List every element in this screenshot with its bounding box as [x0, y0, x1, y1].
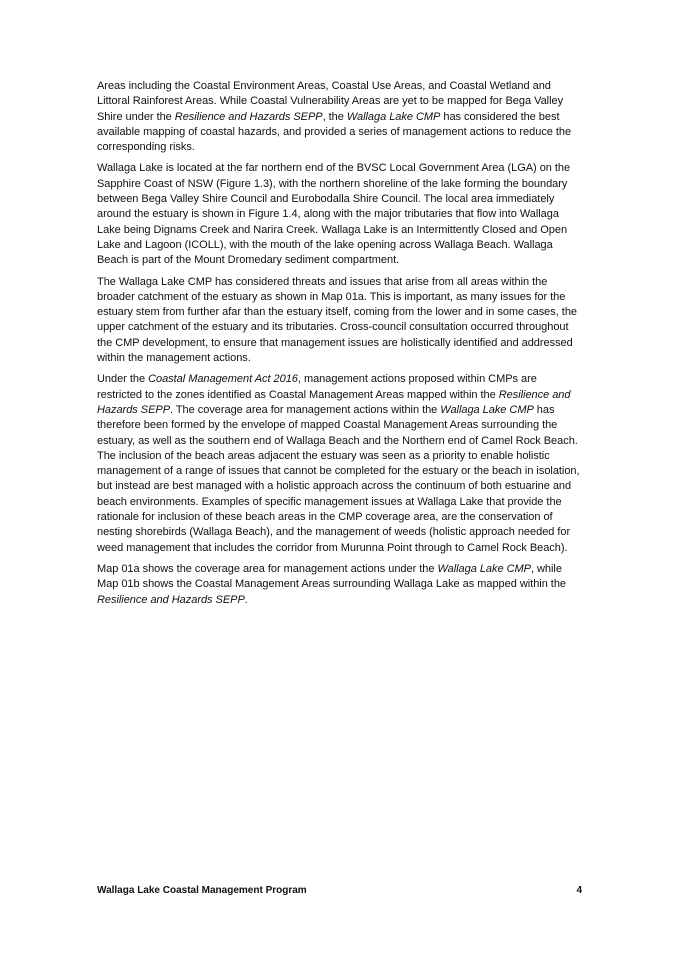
text-run: , management actions proposed within CMPs are restricted to the zones identified as Coastal Management Areas mapped within the [97, 373, 537, 401]
paragraph [97, 161, 582, 268]
text-run: . [244, 593, 248, 606]
text-run: . The coverage area for management actions within the [170, 403, 441, 416]
text-run: The Wallaga Lake CMP has considered threats and issues that arise from all areas within the broader catchment of the estuary as shown in Map 01a. This is important, as many issues for the estuary stem from further afar than the estuary itself, coming from the lower and in some cases, the upper catchment of the estuary and its tributaries. Cross-council consultation occurred throughout the CMP development, to ensure that management issues are holistically identified and addressed within the management actions. [97, 275, 577, 365]
paragraph [97, 372, 582, 556]
text-run-italic: Wallaga Lake CMP [440, 403, 534, 416]
paragraph [97, 562, 582, 608]
paragraph [97, 275, 582, 367]
text-run: has considered the best available mapping of coastal hazards, and provided a series of management actions to reduce the corresponding risks. [97, 110, 572, 154]
page-footer [97, 885, 582, 896]
text-run-italic: Wallaga Lake CMP [437, 562, 531, 575]
text-run: , the [322, 110, 347, 123]
text-run-italic: Wallaga Lake CMP [346, 110, 441, 123]
footer-title: Wallaga Lake Coastal Management Program [97, 885, 307, 896]
text-run-italic: Coastal Management Act 2016 [148, 373, 298, 386]
text-run: Under the [97, 373, 149, 386]
text-run: Wallaga Lake is located at the far northern end of the BVSC Local Government Area (LGA) on the Sapphire Coast of NSW (Figure 1.3), with the northern shoreline of the lake forming the boundary between Bega Valley Shire Council and Eurobodalla Shire Council. The local area immediately around the estuary is shown in Figure 1.4, along with the major tributaries that flow into Wallaga Lake being Dignams Creek and Narira Creek. Wallaga Lake is an Intermittently Closed and Open Lake and Lagoon (ICOLL), with the mouth of the lake opening across Wallaga Beach. Wallaga Beach is part of the Mount Dromedary sediment compartment. [97, 162, 571, 267]
text-run-italic: Resilience and Hazards SEPP [97, 593, 245, 606]
text-run-italic: Resilience and Hazards SEPP [174, 110, 323, 123]
text-run: , while Map 01b shows the Coastal Management Areas surrounding Wallaga Lake as mapped within the [97, 562, 567, 591]
paragraph [97, 79, 582, 155]
body-text [97, 79, 582, 614]
text-run: Map 01a shows the coverage area for management actions under the [97, 562, 438, 575]
text-run-italic: Resilience and Hazards SEPP [97, 388, 571, 416]
text-run: Areas including the Coastal Environment Areas, Coastal Use Areas, and Coastal Wetland and Littoral Rainforest Areas. While Coastal Vulnerability Areas are yet to be mapped for Bega Valley Shire under the [97, 80, 564, 123]
text-run: has therefore been formed by the envelope of mapped Coastal Management Areas surrounding the estuary, as well as the southern end of Wallaga Beach and the Northern end of Camel Rock Beach. The inclusion of the beach areas adjacent the estuary was seen as a priority to enable holistic management of a range of issues that cannot be completed for the estuary or the beach in isolation, but instead are best managed with a holistic approach across the continuum of both estuarine and beach environments. Examples of specific management issues at Wallaga Lake that provide the rationale for inclusion of these beach areas in the CMP coverage area, are the conservation of nesting shorebirds (Wallaga Beach), and the management of weeds (holistic approach needed for weed management that includes the corridor from Murunna Point through to Camel Rock Beach). [97, 403, 580, 554]
page-number: 4 [576, 885, 582, 896]
